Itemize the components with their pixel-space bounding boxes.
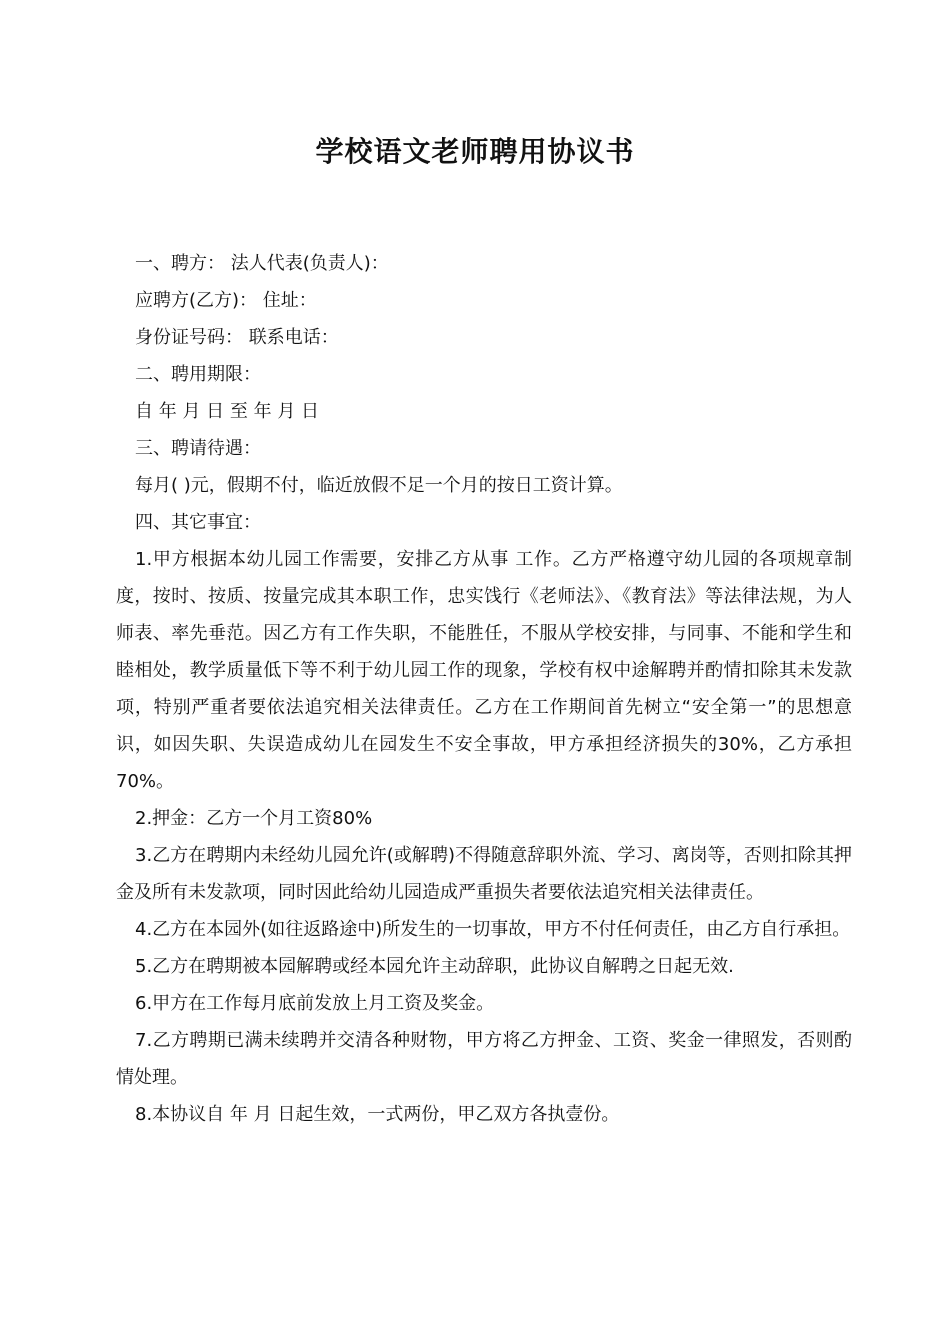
- clause-5: 5.乙方在聘期被本园解聘或经本园允许主动辞职，此协议自解聘之日起无效.: [135, 956, 734, 977]
- term-dates: 自 年 月 日 至 年 月 日: [135, 401, 320, 422]
- candidate-line: 应聘方(乙方)： 住址：: [135, 290, 317, 311]
- party-line: 一、聘方： 法人代表(负责人)：: [135, 253, 389, 274]
- clause-4: 4.乙方在本园外(如往返路途中)所发生的一切事故，甲方不付任何责任，由乙方自行承担。: [135, 919, 851, 940]
- document-body: [116, 245, 852, 1133]
- clause-2: 2.押金：乙方一个月工资80%: [135, 808, 373, 829]
- clause-1: 1.甲方根据本幼儿园工作需要，安排乙方从事 工作。乙方严格遵守幼儿园的各项规章制度，按时、按质、按量完成其本职工作，忠实饯行《老师法》、《教育法》等法律法规，为人师表、率先垂范。因乙方有工作失职，不能胜任，不服从学校安排，与同事、不能和学生和睦相处，教学质量低下等不利于幼儿园工作的现象，学校有权中途解聘并酌情扣除其未发款项，特别严重者要依法追究相关法律责任。乙方在工作期间首先树立“安全第一”的思想意识，如因失职、失误造成幼儿在园发生不安全事故，甲方承担经济损失的30%，乙方承担70%。: [116, 549, 852, 792]
- clause-8: 8.本协议自 年 月 日起生效，一式两份，甲乙双方各执壹份。: [135, 1104, 620, 1125]
- term-heading: 二、聘用期限：: [135, 364, 261, 385]
- clause-3: 3.乙方在聘期内未经幼儿园允许(或解聘)不得随意辞职外流、学习、离岗等，否则扣除其押金及所有未发款项，同时因此给幼儿园造成严重损失者要依法追究相关法律责任。: [116, 845, 852, 903]
- pay-heading: 三、聘请待遇：: [135, 438, 261, 459]
- clause-7: 7.乙方聘期已满未续聘并交清各种财物，甲方将乙方押金、工资、奖金一律照发，否则酌情处理。: [116, 1030, 852, 1088]
- clause-6: 6.甲方在工作每月底前发放上月工资及奖金。: [135, 993, 495, 1014]
- other-heading: 四、其它事宜：: [135, 512, 261, 533]
- pay-text: 每月( )元，假期不付，临近放假不足一个月的按日工资计算。: [135, 475, 623, 496]
- document-title: 学校语文老师聘用协议书: [315, 135, 635, 168]
- id-line: 身份证号码： 联系电话：: [135, 327, 339, 348]
